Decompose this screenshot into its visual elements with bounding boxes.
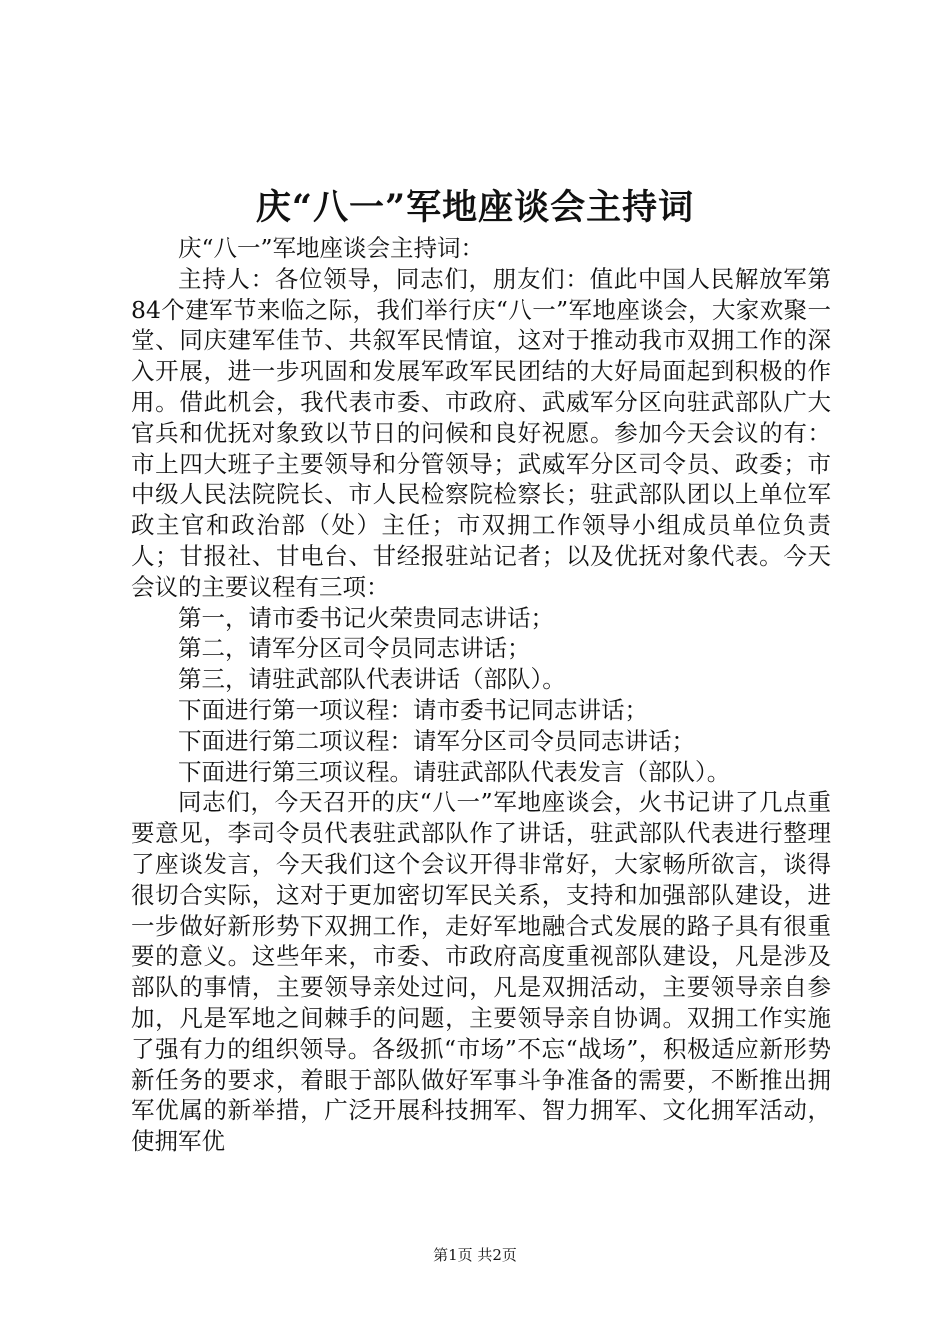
document-body bbox=[131, 233, 831, 1157]
body-paragraph: 下面进行第二项议程：请军分区司令员同志讲话； bbox=[178, 726, 695, 755]
body-paragraph: 下面进行第三项议程。请驻武部队代表发言（部队）。 bbox=[178, 757, 731, 786]
body-paragraph: 同志们，今天召开的庆“八一”军地座谈会，火书记讲了几点重要意见，李司令员代表驻武部队作了讲话，驻武部队代表进行整理了座谈发言，今天我们这个会议开得非常好，大家畅所欲言，谈得很切合实际，这对于更加密切军民关系，支持和加强部队建设，进一步做好新形势下双拥工作，走好军地融合式发展的路子具有很重要的意义。这些年来，市委、市政府高度重视部队建设，凡是涉及部队的事情，主要领导亲处过问，凡是双拥活动，主要领导亲自参加，凡是军地之间棘手的问题，主要领导亲自协调。双拥工作实施了强有力的组织领导。各级抓“市场”不忘“战场”，积极适应新形势新任务的要求，着眼于部队做好军事斗争准备的需要，不断推出拥军优属的新举措，广泛开展科技拥军、智力拥军、文化拥军活动，使拥军优 bbox=[131, 788, 831, 1156]
body-paragraph: 主持人：各位领导，同志们，朋友们：值此中国人民解放军第84个建军节来临之际，我们举行庆“八一”军地座谈会，大家欢聚一堂、同庆建军佳节、共叙军民情谊，这对于推动我市双拥工作的深入开展，进一步巩固和发展军政军民团结的大好局面起到积极的作用。借此机会，我代表市委、市政府、武威军分区向驻武部队广大官兵和优抚对象致以节日的问候和良好祝愿。参加今天会议的有：市上四大班子主要领导和分管领导；武威军分区司令员、政委；市中级人民法院院长、市人民检察院检察长；驻武部队团以上单位军政主官和政治部（处）主任；市双拥工作领导小组成员单位负责人；甘报社、甘电台、甘经报驻站记者；以及优抚对象代表。今天会议的主要议程有三项： bbox=[131, 264, 831, 601]
body-paragraph: 下面进行第一项议程：请市委书记同志讲话； bbox=[178, 695, 648, 724]
body-paragraph: 庆“八一”军地座谈会主持词： bbox=[178, 234, 485, 262]
body-paragraph: 第三，请驻武部队代表讲话（部队）。 bbox=[178, 665, 566, 694]
body-paragraph: 第一，请市委书记火荣贵同志讲话； bbox=[178, 603, 554, 632]
document-title: 庆“八一”军地座谈会主持词 bbox=[255, 187, 695, 228]
page-footer: 第1页 共2页 bbox=[433, 1246, 517, 1264]
body-paragraph: 第二，请军分区司令员同志讲话； bbox=[178, 634, 531, 663]
